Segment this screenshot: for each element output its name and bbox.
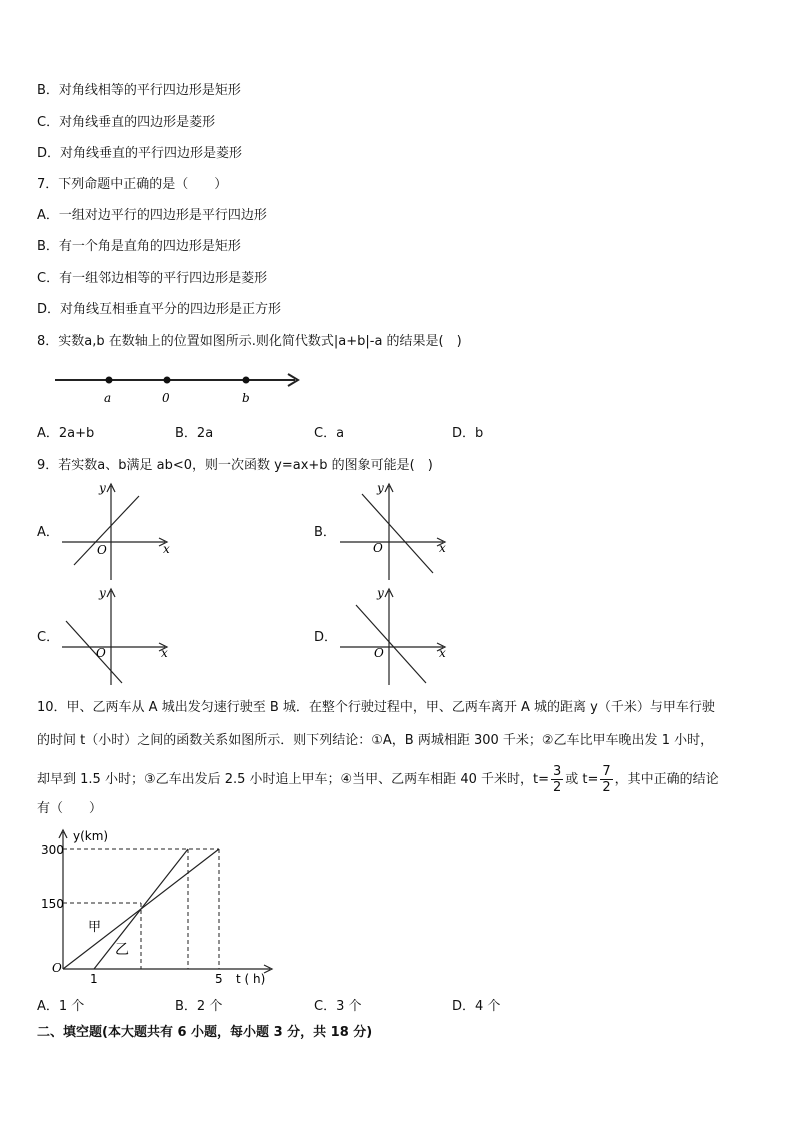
svg-text:y: y bbox=[377, 586, 384, 600]
q10-line-4: 有（ ） bbox=[37, 801, 103, 816]
q8-option-a: A．2a+b bbox=[37, 426, 95, 441]
svg-text:y: y bbox=[99, 481, 106, 495]
q10-line-3-pre: 却早到 1.5 小时；③乙车出发后 2.5 小时追上甲车；④当甲、乙两车相距 40 千米时，t= bbox=[37, 772, 549, 787]
q9-label-a: A． bbox=[37, 525, 59, 540]
fraction-7-over-2: $\frac{7}{2}$ bbox=[602, 764, 611, 795]
svg-text:x: x bbox=[163, 542, 170, 556]
q9-graph-c bbox=[62, 585, 177, 690]
label-zero: 0 bbox=[162, 391, 170, 405]
graph-origin: O bbox=[52, 961, 62, 975]
q9-label-b: B． bbox=[314, 525, 336, 540]
q6-option-d: D．对角线垂直的平行四边形是菱形 bbox=[37, 146, 243, 161]
q9-label-c: C． bbox=[37, 630, 60, 645]
q10-line-3-post: ，其中正确的结论 bbox=[614, 772, 719, 787]
q10-line-1: 10．甲、乙两车从 A 城出发匀速行驶至 B 城．在整个行驶过程中，甲、乙两车离开 A 城的距离 y（千米）与甲车行驶 bbox=[37, 700, 715, 715]
q10-line-3 bbox=[37, 763, 719, 797]
section-2-heading: 二、填空题(本大题共有 6 小题，每小题 3 分，共 18 分) bbox=[37, 1025, 373, 1040]
number-line-figure bbox=[50, 366, 310, 408]
q7-option-a: A．一组对边平行的四边形是平行四边形 bbox=[37, 208, 267, 223]
point-a bbox=[106, 377, 113, 384]
q6-option-b: B．对角线相等的平行四边形是矩形 bbox=[37, 83, 241, 98]
q10-option-c: C．3 个 bbox=[314, 999, 362, 1014]
svg-text:y: y bbox=[99, 586, 106, 600]
line-yi bbox=[94, 849, 188, 969]
graph-xlabel: t ( h) bbox=[236, 972, 266, 986]
svg-text:O: O bbox=[374, 646, 384, 660]
q9-stem: 9．若实数a、b满足 ab<0，则一次函数 y=ax+b 的图象可能是( ) bbox=[37, 458, 433, 473]
q9-graph-d bbox=[340, 585, 455, 690]
q9-label-d: D． bbox=[314, 630, 338, 645]
q8-option-d: D．b bbox=[452, 426, 484, 441]
q10-option-b: B．2 个 bbox=[175, 999, 223, 1014]
svg-text:x: x bbox=[439, 541, 446, 555]
distance-time-graph bbox=[35, 826, 280, 986]
q10-option-d: D．4 个 bbox=[452, 999, 501, 1014]
q8-option-b: B．2a bbox=[175, 426, 214, 441]
svg-text:y: y bbox=[377, 481, 384, 495]
label-a: a bbox=[104, 391, 112, 405]
q6-option-c: C．对角线垂直的四边形是菱形 bbox=[37, 115, 216, 130]
q7-option-c: C．有一组邻边相等的平行四边形是菱形 bbox=[37, 271, 268, 286]
graph-y150: 150 bbox=[41, 897, 64, 911]
svg-text:O: O bbox=[373, 541, 383, 555]
svg-text:O: O bbox=[97, 543, 107, 557]
graph-x1: 1 bbox=[90, 972, 98, 986]
point-zero bbox=[164, 377, 171, 384]
q8-option-c: C．a bbox=[314, 426, 345, 441]
q10-option-a: A．1 个 bbox=[37, 999, 85, 1014]
q7-option-b: B．有一个角是直角的四边形是矩形 bbox=[37, 239, 241, 254]
point-b bbox=[243, 377, 250, 384]
q10-line-2: 的时间 t（小时）之间的函数关系如图所示．则下列结论：①A，B 两城相距 300 千米；②乙车比甲车晚出发 1 小时， bbox=[37, 733, 714, 748]
svg-text:x: x bbox=[439, 646, 446, 660]
graph-yi-label: 乙 bbox=[115, 942, 129, 958]
fraction-3-over-2: $\frac{3}{2}$ bbox=[552, 764, 562, 795]
graph-jia-label: 甲 bbox=[88, 920, 102, 935]
q9-graph-a bbox=[62, 480, 177, 585]
svg-text:x: x bbox=[161, 646, 168, 660]
graph-x5: 5 bbox=[215, 972, 223, 986]
graph-y300: 300 bbox=[41, 843, 64, 857]
q8-stem: 8．实数a,b 在数轴上的位置如图所示.则化简代数式|a+b|-a 的结果是( ) bbox=[37, 334, 462, 349]
svg-text:O: O bbox=[96, 646, 106, 660]
label-b: b bbox=[242, 391, 250, 405]
q9-graph-b bbox=[340, 480, 455, 585]
q10-line-3-mid: 或 t= bbox=[565, 772, 599, 787]
q7-option-d: D．对角线互相垂直平分的四边形是正方形 bbox=[37, 302, 282, 317]
q7-stem: 7．下列命题中正确的是（ ） bbox=[37, 177, 228, 192]
graph-ylabel: y(km) bbox=[73, 829, 109, 843]
